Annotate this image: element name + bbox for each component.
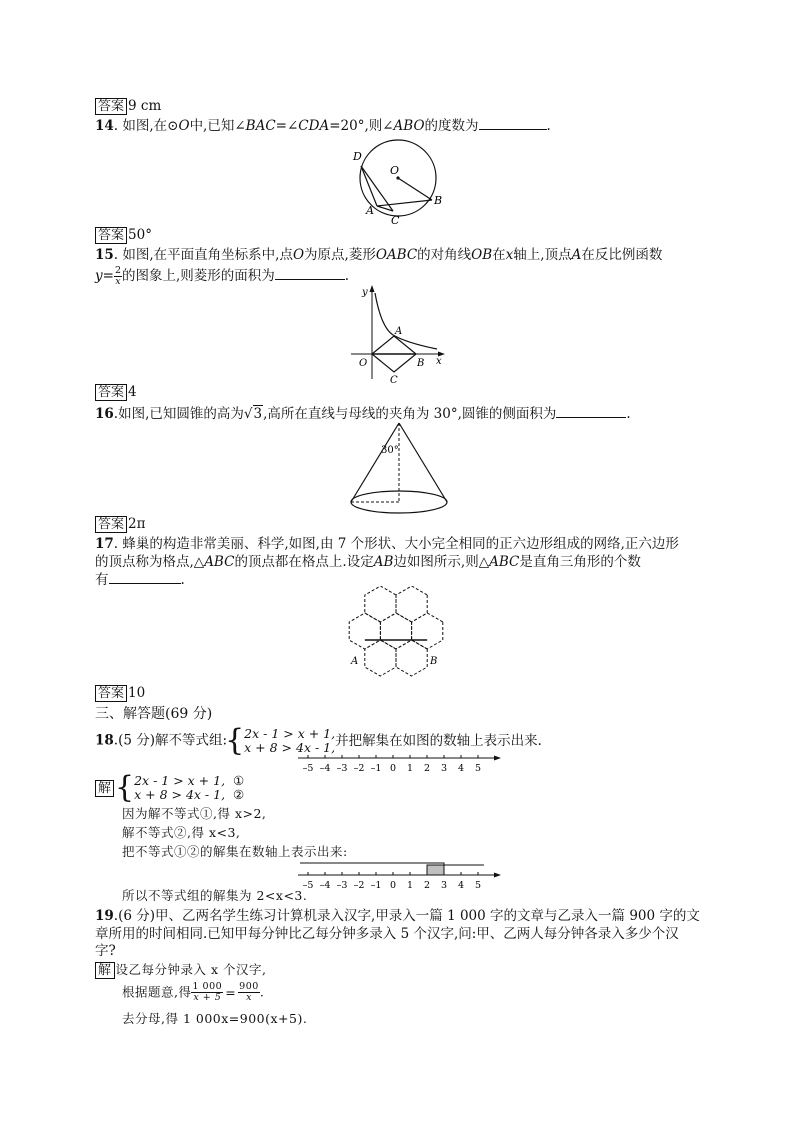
q19-frac2-num: 900 (239, 981, 259, 992)
q15-text-b: 为原点,菱形 (304, 247, 376, 263)
answer-label: 答案 (95, 227, 127, 244)
q15-stem-line1 (95, 246, 662, 264)
q15-label-a: A (395, 326, 403, 337)
q14-text: . 如图,在⊙ (113, 118, 179, 134)
q16-number: 16 (95, 406, 114, 422)
hexagon-cell (349, 613, 380, 649)
q14-var-bac: BAC (245, 118, 276, 134)
axis-tick-label: –5 (302, 880, 314, 891)
q14-label-a: A (366, 204, 374, 217)
axis-tick-label: –4 (319, 763, 331, 774)
answer-label: 答案 (95, 98, 127, 115)
q18-sol-mark2: ② (233, 787, 245, 802)
q16-text-a: .如图,已知圆锥的高为 (113, 406, 244, 422)
q18-text-b: 并把解集在如图的数轴上表示出来. (335, 733, 542, 749)
q14-label-o: O (390, 164, 400, 177)
q15-y-eq: y= (95, 268, 114, 284)
q14-stem (95, 117, 551, 135)
q19-sol2-end: . (259, 984, 265, 1000)
q15-var-o: O (292, 247, 305, 263)
q15-number: 15 (95, 247, 114, 263)
q17-label-a: A (351, 656, 359, 667)
q15-blank (275, 267, 345, 280)
q15-coordinate-figure (345, 283, 450, 387)
answer-label: 答案 (95, 384, 127, 401)
axis-tick-label: –1 (370, 763, 382, 774)
q15-fraction (114, 266, 122, 287)
axis-tick-label: –1 (370, 880, 382, 891)
q15-text-e: 轴上,顶点 (513, 247, 572, 263)
q19-sol-line3: 去分母,得 1 000x=900(x+5). (122, 1011, 308, 1026)
axis-tick-label: –3 (336, 880, 348, 891)
axis-tick-label: 4 (457, 880, 465, 891)
hexagon-cell (380, 613, 411, 649)
hexagon-cell (365, 640, 396, 676)
q15-frac-num: 2 (114, 265, 121, 276)
q15-end: . (344, 268, 350, 284)
axis-tick-label: 1 (406, 880, 414, 891)
q17-number: 17 (95, 536, 114, 552)
axis-tick-label: 0 (389, 880, 397, 891)
hexagon-cell (396, 640, 427, 676)
q17-text-a: 的顶点称为格点,△ (95, 554, 205, 570)
axis-tick-label: 2 (423, 880, 431, 891)
q14-end: . (546, 118, 551, 134)
q15-frac-den: x (115, 276, 121, 287)
q16-sqrt-symbol: √ (243, 406, 253, 422)
axis-tick-label: 3 (440, 763, 448, 774)
q15-var-ob: OB (471, 247, 493, 263)
q16-answer-row (95, 515, 145, 533)
q17-stem-line3 (95, 571, 185, 589)
axis-tick-label: 0 (389, 763, 397, 774)
q15-text-a: . 如图,在平面直角坐标系中,点 (113, 247, 293, 263)
q14-answer: 50° (128, 227, 152, 243)
q14-answer-row (95, 226, 152, 244)
q17-var-ab: AB (373, 554, 394, 570)
q14-var-cda: CDA (298, 118, 330, 134)
q14-label-c: C (391, 214, 400, 226)
q17-text-b: 的顶点都在格点上.设定 (234, 554, 374, 570)
q19-number: 19 (95, 908, 114, 924)
q18-ineq2: x + 8 > 4x - 1, (244, 740, 336, 755)
q19-stem-line3: 字? (95, 943, 116, 959)
q16-answer: 2π (128, 516, 146, 532)
q15-text-line2: 的图象上,则菱形的面积为 (122, 268, 275, 284)
q19-stem-line1 (95, 907, 700, 925)
axis-tick-label: –2 (353, 880, 365, 891)
q18-sol-line2: 解不等式②,得 x<3, (122, 825, 241, 840)
q15-stem-line2 (95, 266, 349, 287)
q14-blank (479, 117, 547, 130)
q18-sol-ineq1: 2x - 1 > x + 1, (134, 773, 226, 788)
q18-sol-mark1: ① (233, 773, 245, 788)
q14-circle-figure (350, 134, 450, 226)
q14-text-d: 的度数为 (424, 118, 479, 134)
q14-label-b: B (434, 194, 443, 207)
q15-answer-row (95, 383, 137, 401)
axis-tick-label: 3 (440, 880, 448, 891)
q14-var-o: O (178, 118, 190, 134)
q18-sol-system (134, 774, 244, 802)
q18-sol-line1: 因为解不等式①,得 x>2, (122, 806, 267, 821)
q16-sqrt-value: 3 (253, 406, 263, 422)
q17-honeycomb-figure (340, 586, 452, 686)
q17-text-line3: 有 (95, 572, 109, 588)
q17-stem-line2 (95, 553, 641, 571)
q18-sol-line3: 把不等式①②的解集在数轴上表示出来: (122, 844, 348, 859)
q16-end: . (626, 406, 631, 422)
q19-frac2-den: x (246, 992, 252, 1003)
q18-text-a: .(5 分)解不等式组: (113, 732, 228, 749)
q17-text-line1: . 蜂巢的构造非常美丽、科学,如图,由 7 个形状、大小完全相同的正六边形组成的网络,正六边形 (113, 536, 679, 552)
q17-text-c: 边如图所示,则△ (393, 554, 490, 570)
q16-text-b: ,高所在直线与母线的夹角为 30°,圆锥的侧面积为 (263, 406, 557, 422)
q14-text-c: =20°,则∠ (329, 118, 394, 134)
axis-tick-label: 5 (474, 880, 482, 891)
q16-cone-figure (345, 420, 455, 516)
q19-sol-line1 (95, 961, 267, 979)
q17-var-abc: ABC (204, 554, 235, 570)
q16-blank (556, 405, 626, 418)
q18-solution-number-line (296, 857, 506, 893)
x-less-than-3-ray (300, 863, 444, 875)
q18-sol-line4: 所以不等式组的解集为 2<x<3. (122, 888, 308, 903)
q14-var-abo: ABO (393, 118, 425, 134)
q14-text-b: 中,已知∠ (189, 118, 246, 134)
axis-tick-label: –2 (353, 763, 365, 774)
q18-number-line (296, 754, 506, 776)
q15-text-c: 的对角线 (417, 247, 472, 263)
q19-sol2: 根据题意,得 (122, 984, 192, 1000)
q17-label-b: B (430, 656, 438, 667)
axis-tick-label: 4 (457, 763, 465, 774)
answer-label: 答案 (95, 685, 127, 702)
axis-tick-label: 5 (474, 763, 482, 774)
q17-answer: 10 (128, 685, 146, 701)
q14-number: 14 (95, 118, 114, 134)
q19-frac2 (238, 982, 260, 1003)
q18-sol-brace: { (115, 770, 135, 805)
axis-tick-label: –5 (302, 763, 314, 774)
q19-stem-line2: 章所用的时间相同.已知甲每分钟比乙每分钟多录入 5 个汉字,问:甲、乙两人每分钟各录入多少个汉 (95, 926, 679, 942)
q15-label-x: x (436, 356, 442, 367)
answer-label: 答案 (95, 516, 127, 533)
q19-sol-line2 (122, 982, 264, 1003)
section-title: 三、解答题(69 分) (95, 706, 213, 722)
q15-label-y: y (362, 287, 368, 298)
q18-ineq1: 2x - 1 > x + 1, (244, 726, 336, 741)
q19-text-line1: .(6 分)甲、乙两名学生练习计算机录入汉字,甲录入一篇 1 000 字的文章与乙录入一篇 900 字的文 (113, 908, 700, 924)
q13-answer: 9 cm (128, 98, 162, 114)
q17-text-d: 是直角三角形的个数 (519, 554, 641, 570)
q15-var-x: x (505, 247, 514, 263)
q15-text-d: 在 (492, 247, 506, 263)
q15-label-b: B (417, 358, 425, 369)
q18-sol-ineq2: x + 8 > 4x - 1, (134, 787, 226, 802)
axis-arrow (494, 756, 501, 761)
q17-stem-line1 (95, 535, 679, 553)
q17-end: . (180, 572, 185, 588)
axis-tick-label: 2 (423, 763, 431, 774)
q19-sol1: 设乙每分钟录入 x 个汉字, (115, 962, 267, 977)
q18-solution-system (95, 770, 245, 805)
solve-label: 解 (95, 962, 115, 979)
q15-answer: 4 (128, 384, 137, 400)
hexagon-cell (412, 613, 443, 649)
q15-label-c: C (390, 375, 398, 386)
q13-answer-row (95, 97, 161, 115)
q16-angle-label: 30° (381, 445, 399, 456)
q19-frac1 (191, 982, 223, 1003)
q17-answer-row (95, 684, 145, 702)
hexagon-cell (396, 586, 427, 622)
q19-eq: = (225, 984, 237, 1000)
axis-tick-label: 1 (406, 763, 414, 774)
axis-arrow (494, 873, 501, 878)
q19-frac1-den: x + 5 (193, 992, 222, 1003)
solve-label: 解 (95, 780, 114, 797)
q18-stem (95, 723, 542, 758)
q15-var-a: A (571, 247, 582, 263)
q19-frac1-num: 1 000 (192, 981, 223, 992)
q14-label-d: D (353, 150, 362, 163)
axis-tick-label: –4 (319, 880, 331, 891)
hexagon-cell (365, 586, 396, 622)
q14-eq: =∠ (275, 118, 299, 134)
solution-region (427, 865, 444, 875)
q18-number: 18 (95, 732, 114, 749)
q18-brace: { (225, 723, 245, 758)
q17-blank (109, 571, 181, 584)
q17-var-abc-2: ABC (489, 554, 520, 570)
q15-var-oabc: OABC (375, 247, 418, 263)
q15-text-f: 在反比例函数 (581, 247, 663, 263)
q15-label-o: O (359, 358, 368, 369)
axis-tick-label: –3 (336, 763, 348, 774)
q18-system (244, 727, 335, 755)
